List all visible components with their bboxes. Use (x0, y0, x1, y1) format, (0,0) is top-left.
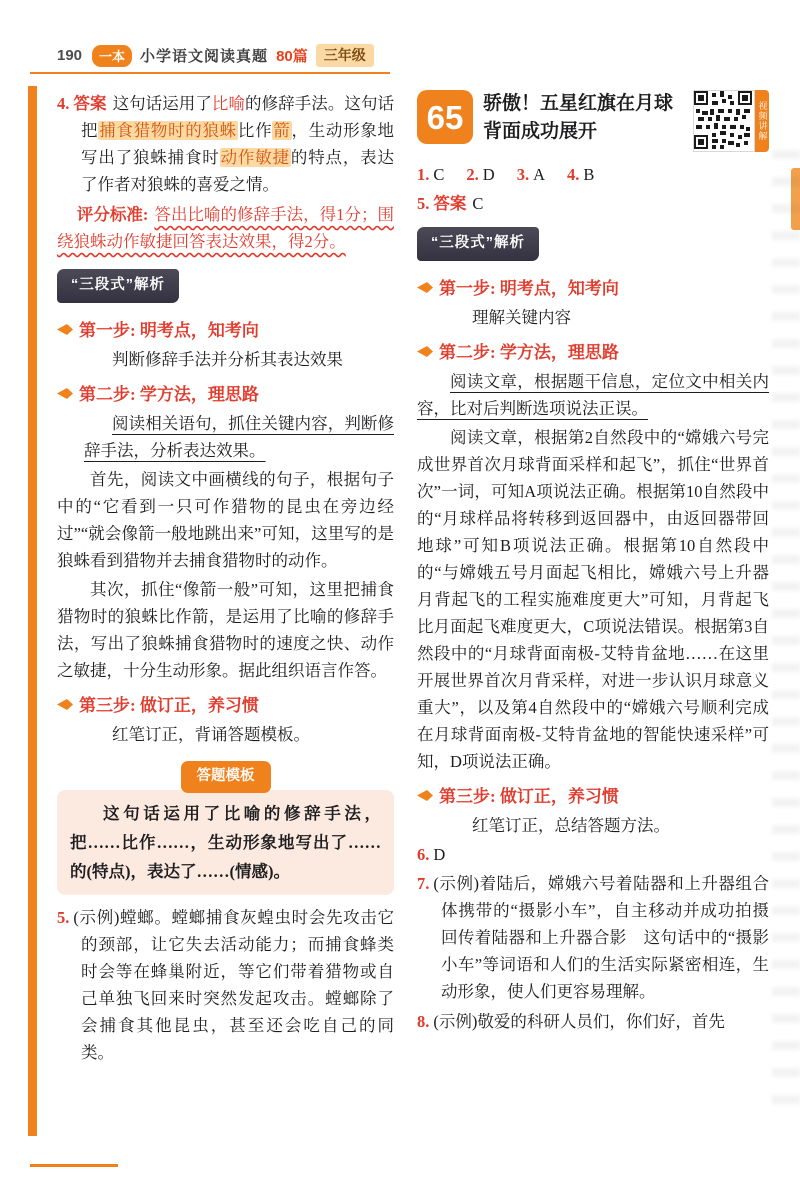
qr-code (693, 90, 755, 152)
series-title: 小学语文阅读真题 (140, 48, 269, 65)
left-edge-accent-bar (28, 86, 37, 1136)
step-2-paragraph: 阅读文章，根据第2自然段中的“嫦娥六号完成世界首次月球背面采样和起飞”，抓住“世界首次”一词，可知A项说法正确。根据第10自然段中的“月球样品将转移到返回器中，由返回器带回地球”可知B项说法正确。根据第10自然段中的“与嫦娥五号月面起飞相比，嫦娥六号上升器月背起飞的工程实施难度更大”可知，月背起飞比月面起飞难度更大，C项说法错误。根据第3自然段中的“月球背面南极-艾特肯盆地……在这里开展世界首次月背采样，对进一步认识月球意义重大”，以及第4自然段中的“嫦娥六号顺利完成在月球背面南极-艾特肯盆地的智能快速采样”可知，D项说法正确。 (417, 428, 769, 771)
answer-item-5: 5. 答案 C (417, 194, 484, 213)
step-2-header (417, 338, 769, 366)
page-number: 190 (57, 47, 83, 64)
step-label: 第三步: (79, 696, 136, 715)
answer-2: 2. D (466, 165, 495, 184)
right-column (417, 90, 769, 1069)
header-rule (30, 72, 390, 74)
answer-4: 4. B (566, 165, 595, 184)
item-number: 7. (417, 874, 430, 893)
lesson-header (417, 90, 769, 152)
step-label: 第二步: (439, 343, 496, 362)
step-label: 第一步: (439, 279, 496, 298)
step-title: 明考点，知考向 (499, 279, 619, 298)
answers-row (417, 161, 769, 188)
step-3-header (417, 782, 769, 810)
step-title: 做订正，养习惯 (499, 787, 619, 806)
series-count: 80篇 (276, 48, 308, 65)
template-badge: 答题模板 (181, 761, 271, 793)
item-number: 4. (57, 94, 70, 113)
scoring-label: 评分标准: (76, 205, 149, 224)
answer-text: (示例)着陆后，嫦娥六号着陆器和上升器组合体携带的“摄影小车”，自主移动并成功拍摄回传着陆器和上升器合影 这句话中的“摄影小车”等词语和人们的生活实际紧密相连，生动形象，使人们更容易理解。 (433, 874, 769, 1001)
grade-label: 三年级 (316, 44, 374, 67)
answer-item-7 (417, 870, 769, 1005)
step-title: 学方法，理思路 (499, 343, 619, 362)
step-2-method: 阅读相关语句，抓住关键内容，判断修辞手法，分析表达效果。 (84, 414, 394, 460)
step-3-body: 红笔订正，背诵答题模板。 (112, 725, 310, 744)
step-label: 第一步: (79, 321, 136, 340)
analysis-badge: “三段式”解析 (57, 269, 179, 303)
pen-bullet-icon (417, 782, 433, 809)
page-header (57, 44, 757, 67)
brand-logo: 一本 (92, 45, 132, 67)
page-bleedthrough (772, 150, 800, 1110)
item-number: 8. (417, 1012, 430, 1031)
lesson-title: 骄傲！五星红旗在月球背面成功展开 (483, 93, 674, 142)
answer-value: D (433, 845, 446, 864)
step-label: 第二步: (79, 385, 136, 404)
answer-item-5 (57, 904, 394, 1066)
pen-bullet-icon (57, 691, 73, 718)
template-box-text: 这句话运用了比喻的修辞手法，把……比作……，生动形象地写出了……的(特点)，表达了……(情感)。 (57, 790, 394, 895)
answer-label: 答案 (433, 194, 467, 213)
answer-label: 答案 (73, 94, 107, 113)
step-1-header (417, 274, 769, 302)
step-3-body: 红笔订正，总结答题方法。 (472, 816, 670, 835)
answer-item-8 (417, 1008, 769, 1035)
step-title: 做订正，养习惯 (139, 696, 259, 715)
scoring-standard (57, 201, 394, 255)
left-column (57, 90, 394, 1069)
step-1-header (57, 316, 394, 344)
analysis-badge: “三段式”解析 (417, 227, 539, 261)
answer-text: (示例)敬爱的科研人员们，你们好，首先 (433, 1012, 725, 1031)
scoring-text: 答出比喻的修辞手法，得1分；围绕狼蛛动作敏捷回答表达效果，得2分。 (57, 205, 394, 251)
pen-bullet-icon (417, 274, 433, 301)
step-label: 第三步: (439, 787, 496, 806)
answer-text: (示例)螳螂。螳螂捕食灰蝗虫时会先攻击它的颈部，让它失去活动能力；而捕食蜂类时会等在蜂巢附近，等它们带着猎物或自己单独飞回来时突然发起攻击。螳螂除了会捕食其他昆虫，甚至还会吃自己的同类。 (73, 908, 394, 1062)
step-1-body: 判断修辞手法并分析其表达效果 (112, 350, 343, 369)
answer-3: 3. A (516, 165, 545, 184)
pen-bullet-icon (417, 338, 433, 365)
step-2-paragraph: 首先，阅读文中画横线的句子，根据句子中的“它看到一只可作猎物的昆虫在旁边经过”“就会像箭一般地跳出来”可知，这里写的是狼蛛看到猎物并去捕食猎物时的动作。 (57, 470, 394, 570)
item-number: 5. (57, 908, 70, 927)
pen-bullet-icon (57, 380, 73, 407)
step-1-body: 理解关键内容 (472, 308, 571, 327)
step-title: 学方法，理思路 (139, 385, 259, 404)
step-2-paragraph: 其次，抓住“像箭一般”可知，这里把捕食猎物时的狼蛛比作箭，是运用了比喻的修辞手法，写出了狼蛛捕食猎物时的速度之快、动作之敏捷，十分生动形象。据此组织语言作答。 (57, 580, 394, 680)
qr-block (693, 90, 769, 152)
content-columns (57, 90, 769, 1069)
answer-item-4 (57, 90, 394, 198)
step-3-header (57, 691, 394, 719)
step-title: 明考点，知考向 (139, 321, 259, 340)
pen-bullet-icon (57, 316, 73, 343)
answer-value: C (472, 194, 484, 213)
answer-item-6: 6. D (417, 845, 446, 864)
step-2-method: 阅读文章，根据题干信息，定位文中相关内容，比对后判断选项说法正误。 (417, 372, 769, 418)
answer-text: 这句话运用了比喻的修辞手法。这句话把捕食猎物时的狼蛛比作箭，生动形象地写出了狼蛛捕食时动作敏捷的特点，表达了作者对狼蛛的喜爱之情。 (81, 94, 395, 194)
lesson-number: 65 (417, 90, 473, 144)
footer-accent-line (30, 1164, 118, 1167)
qr-video-label: 视频讲解 (755, 90, 769, 152)
answer-template (57, 761, 394, 895)
answer-1: 1. C (417, 165, 445, 184)
step-2-header (57, 380, 394, 408)
